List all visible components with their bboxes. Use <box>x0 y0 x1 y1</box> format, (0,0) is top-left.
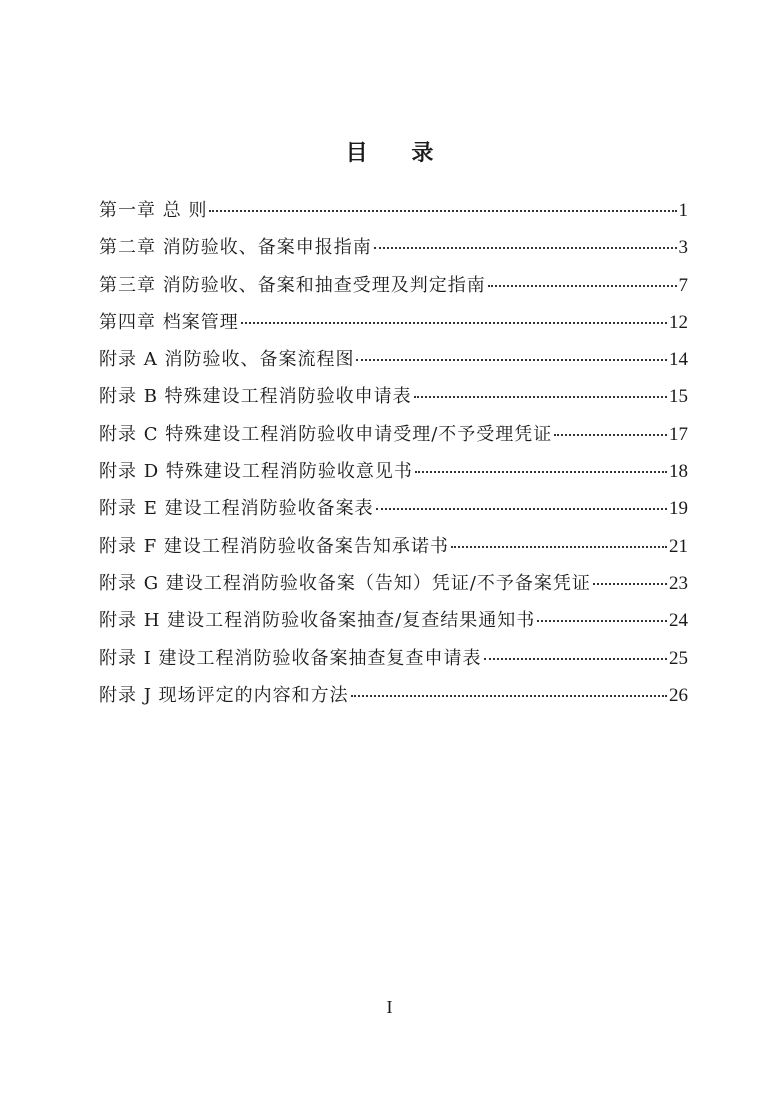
toc-entry-page: 23 <box>669 572 688 594</box>
toc-leader-dots <box>554 434 667 436</box>
toc-entry-page: 18 <box>669 461 688 483</box>
toc-entry[interactable] <box>99 565 688 602</box>
toc-entry-page: 19 <box>669 498 688 520</box>
toc-entry-label: 第四章 档案管理 <box>99 311 239 333</box>
toc-entry-page: 1 <box>678 200 688 221</box>
toc-entry-label: 附录 I 建设工程消防验收备案抽查复查申请表 <box>99 647 482 669</box>
toc-leader-dots <box>488 285 677 287</box>
toc-entry-page: 7 <box>678 274 688 296</box>
toc-leader-dots <box>376 508 667 510</box>
toc-entry-label: 第二章 消防验收、备案申报指南 <box>99 237 372 259</box>
toc-entry-page: 24 <box>669 610 688 632</box>
toc-leader-dots <box>209 210 676 212</box>
toc-entry[interactable] <box>99 490 688 527</box>
toc-leader-dots <box>374 247 677 249</box>
toc-entry-label: 附录 G 建设工程消防验收备案（告知）凭证/不予备案凭证 <box>99 572 591 594</box>
toc-entry[interactable] <box>99 267 688 304</box>
toc-leader-dots <box>356 359 667 361</box>
toc-entry[interactable] <box>99 192 688 229</box>
toc-leader-dots <box>537 620 667 622</box>
toc-entry-page: 14 <box>669 349 688 371</box>
toc-entry-label: 附录 H 建设工程消防验收备案抽查/复查结果通知书 <box>99 610 536 632</box>
toc-leader-dots <box>351 695 667 697</box>
toc-entry[interactable] <box>99 416 688 453</box>
toc-entry[interactable] <box>99 528 688 565</box>
toc-entry[interactable] <box>99 453 688 490</box>
toc-entry-label: 第一章 总 则 <box>99 200 208 221</box>
toc-entry-page: 26 <box>669 684 688 706</box>
toc-title: 目 录 <box>345 140 452 166</box>
toc-entry-page: 15 <box>669 386 688 408</box>
toc-entry-label: 附录 J 现场评定的内容和方法 <box>99 684 349 706</box>
toc-entry[interactable] <box>99 677 688 714</box>
toc-entry[interactable] <box>99 341 688 378</box>
toc-entry-page: 21 <box>669 535 688 557</box>
toc-entry-label: 第三章 消防验收、备案和抽查受理及判定指南 <box>99 274 486 296</box>
toc-leader-dots <box>241 322 667 324</box>
page-number: I <box>386 997 393 1017</box>
toc-entry[interactable] <box>99 602 688 639</box>
toc-entry-page: 25 <box>669 647 688 669</box>
toc-leader-dots <box>451 546 667 548</box>
toc-entry-label: 附录 E 建设工程消防验收备案表 <box>99 498 374 520</box>
toc-entry-label: 附录 B 特殊建设工程消防验收申请表 <box>99 386 412 408</box>
toc-leader-dots <box>415 471 667 473</box>
toc-entry[interactable] <box>99 640 688 677</box>
toc-entry[interactable] <box>99 304 688 341</box>
toc-entry-label: 附录 A 消防验收、备案流程图 <box>99 349 355 371</box>
toc-entry-label: 附录 D 特殊建设工程消防验收意见书 <box>99 461 413 483</box>
toc-entry-page: 12 <box>669 311 688 333</box>
toc-leader-dots <box>593 583 667 585</box>
toc-entry[interactable] <box>99 229 688 266</box>
toc-entry-label: 附录 C 特殊建设工程消防验收申请受理/不予受理凭证 <box>99 423 553 445</box>
toc-leader-dots <box>414 396 667 398</box>
toc-entry-label: 附录 F 建设工程消防验收备案告知承诺书 <box>99 535 449 557</box>
toc-entry[interactable] <box>99 378 688 415</box>
toc-entry-page: 3 <box>678 237 688 259</box>
toc-leader-dots <box>484 658 667 660</box>
toc-entry-page: 17 <box>669 423 688 445</box>
toc-list <box>99 192 688 714</box>
